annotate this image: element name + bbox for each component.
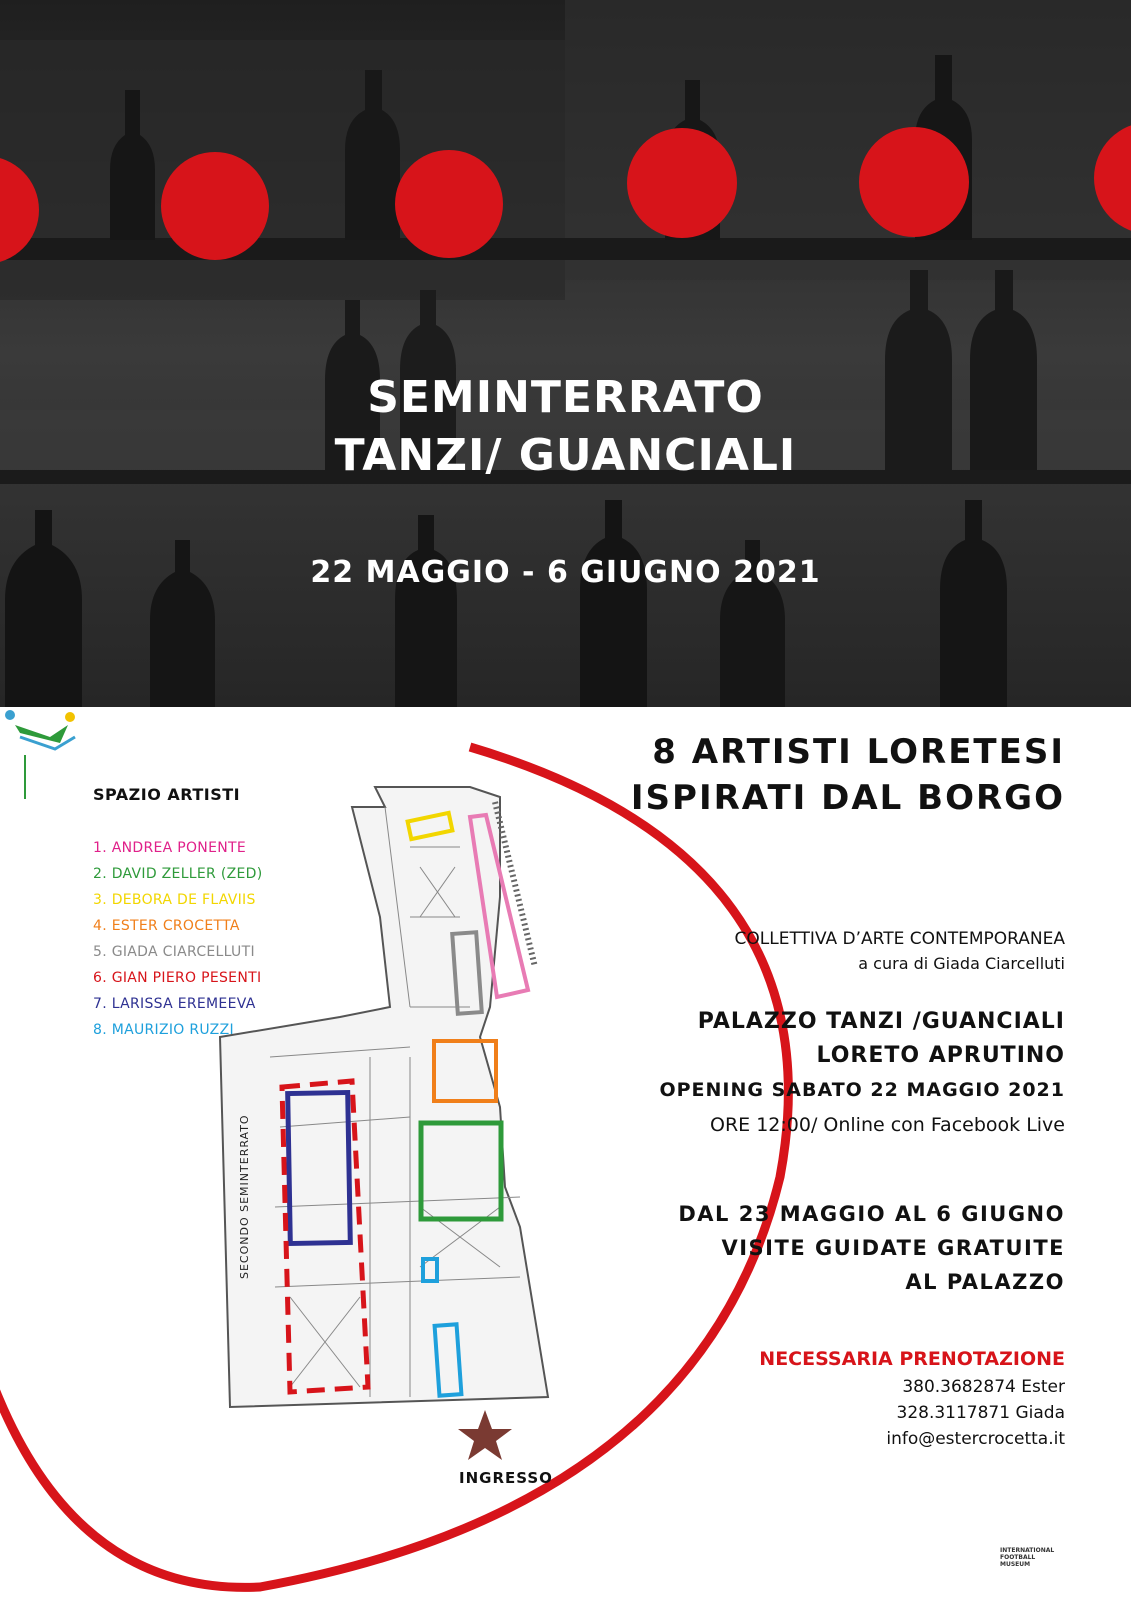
- info-section: [0, 707, 1131, 1600]
- hero-background: [0, 0, 1131, 707]
- opening-text: OPENING SABATO 22 MAGGIO 2021: [659, 1079, 1065, 1101]
- venue-line1: PALAZZO TANZI /GUANCIALI: [697, 1009, 1065, 1034]
- football-museum-logo: [0, 707, 100, 807]
- venue-line2: LORETO APRUTINO: [816, 1043, 1065, 1068]
- entrance-label: INGRESSO: [459, 1469, 553, 1487]
- floor-plan: [220, 787, 548, 1407]
- entrance-star-icon: [458, 1410, 512, 1460]
- red-dot: [859, 127, 969, 237]
- headline-line2: ISPIRATI DAL BORGO: [630, 778, 1065, 818]
- legend-item: 1. ANDREA PONENTE: [93, 840, 246, 856]
- visits-line1: DAL 23 MAGGIO AL 6 GIUGNO: [678, 1202, 1065, 1226]
- red-dot: [627, 128, 737, 238]
- legend-item: 7. LARISSA EREMEEVA: [93, 996, 256, 1012]
- floor-label: SECONDO SEMINTERRATO: [238, 1114, 251, 1279]
- hero-dates: 22 MAGGIO - 6 GIUGNO 2021: [310, 555, 821, 590]
- legend-item: 5. GIADA CIARCELLUTI: [93, 944, 255, 960]
- legend-title: SPAZIO ARTISTI: [93, 785, 241, 804]
- legend-item: 6. GIAN PIERO PESENTI: [93, 970, 262, 986]
- booking-label: NECESSARIA PRENOTAZIONE: [759, 1348, 1065, 1370]
- legend-item: 4. ESTER CROCETTA: [93, 918, 240, 934]
- time-text: ORE 12:00/ Online con Facebook Live: [710, 1114, 1065, 1136]
- hero-title-line2: TANZI/ GUANCIALI: [334, 430, 797, 481]
- headline-line1: 8 ARTISTI LORETESI: [652, 732, 1065, 772]
- hero-title-line1: SEMINTERRATO: [367, 372, 764, 423]
- curator-text: a cura di Giada Ciarcelluti: [858, 954, 1065, 973]
- email-link[interactable]: info@estercrocetta.it: [886, 1429, 1065, 1449]
- legend-item: 3. DEBORA DE FLAVIIS: [93, 892, 256, 908]
- legend-item: 2. DAVID ZELLER (ZED): [93, 866, 263, 882]
- phone-ester: 380.3682874 Ester: [902, 1377, 1065, 1397]
- red-dot: [395, 150, 503, 258]
- red-dot: [161, 152, 269, 260]
- legend-item: 8. MAURIZIO RUZZI: [93, 1022, 234, 1038]
- phone-giada: 328.3117871 Giada: [896, 1403, 1065, 1423]
- hero-banner: [0, 0, 1131, 707]
- logo-text: INTERNATIONAL FOOTBALL MUSEUM: [1000, 1547, 1055, 1568]
- visits-line2: VISITE GUIDATE GRATUITE: [721, 1236, 1065, 1260]
- collettiva-text: COLLETTIVA D’ARTE CONTEMPORANEA: [734, 929, 1065, 949]
- visits-line3: AL PALAZZO: [905, 1270, 1065, 1294]
